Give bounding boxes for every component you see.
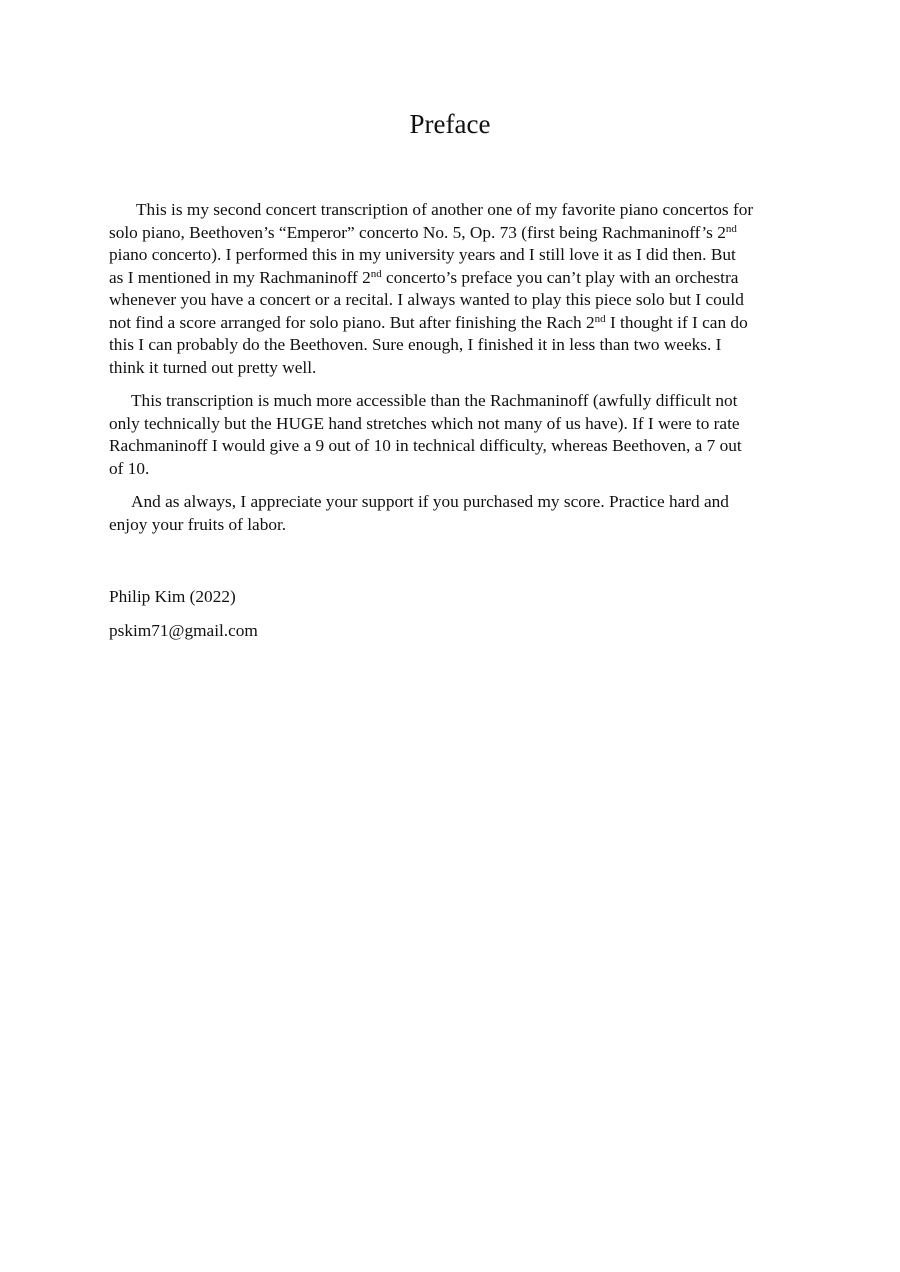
paragraph-1 (109, 199, 794, 379)
text-line: not find a score arranged for solo piano. But after finishing the Rach 2nd I thought if I can do (109, 312, 748, 332)
text-line: enjoy your fruits of labor. (109, 514, 287, 534)
text-line: This transcription is much more accessible than the Rachmaninoff (awfully difficult not (131, 391, 738, 410)
author-email: pskim71@gmail.com (109, 621, 258, 640)
author-signature: Philip Kim (2022) (109, 587, 236, 606)
page-title: Preface (409, 109, 491, 139)
preface-body (109, 199, 794, 547)
text-line: solo piano, Beethoven’s “Emperor” concerto No. 5, Op. 73 (first being Rachmaninoff’s 2nd (109, 222, 737, 242)
superscript: nd (370, 267, 382, 280)
paragraph-3 (109, 491, 794, 536)
superscript: nd (594, 312, 606, 325)
superscript: nd (725, 222, 737, 235)
text-line: This is my second concert transcription of another one of my favorite piano concertos for (136, 200, 754, 219)
text-line: of 10. (109, 458, 150, 478)
text-line: And as always, I appreciate your support if you purchased my score. Practice hard and (131, 492, 729, 511)
text-line: Rachmaninoff I would give a 9 out of 10 in technical difficulty, whereas Beethoven, a 7 out (109, 436, 742, 455)
text-line: piano concerto). I performed this in my university years and I still love it as I did then. But (109, 245, 736, 264)
text-line: this I can probably do the Beethoven. Sure enough, I finished it in less than two weeks. I (109, 335, 722, 354)
text-line: as I mentioned in my Rachmaninoff 2nd concerto’s preface you can’t play with an orchestra (109, 267, 739, 287)
paragraph-2 (109, 390, 794, 480)
text-line: whenever you have a concert or a recital. I always wanted to play this piece solo but I could (109, 290, 744, 309)
text-line: think it turned out pretty well. (109, 357, 317, 377)
text-line: only technically but the HUGE hand stretches which not many of us have). If I were to rate (109, 413, 740, 433)
